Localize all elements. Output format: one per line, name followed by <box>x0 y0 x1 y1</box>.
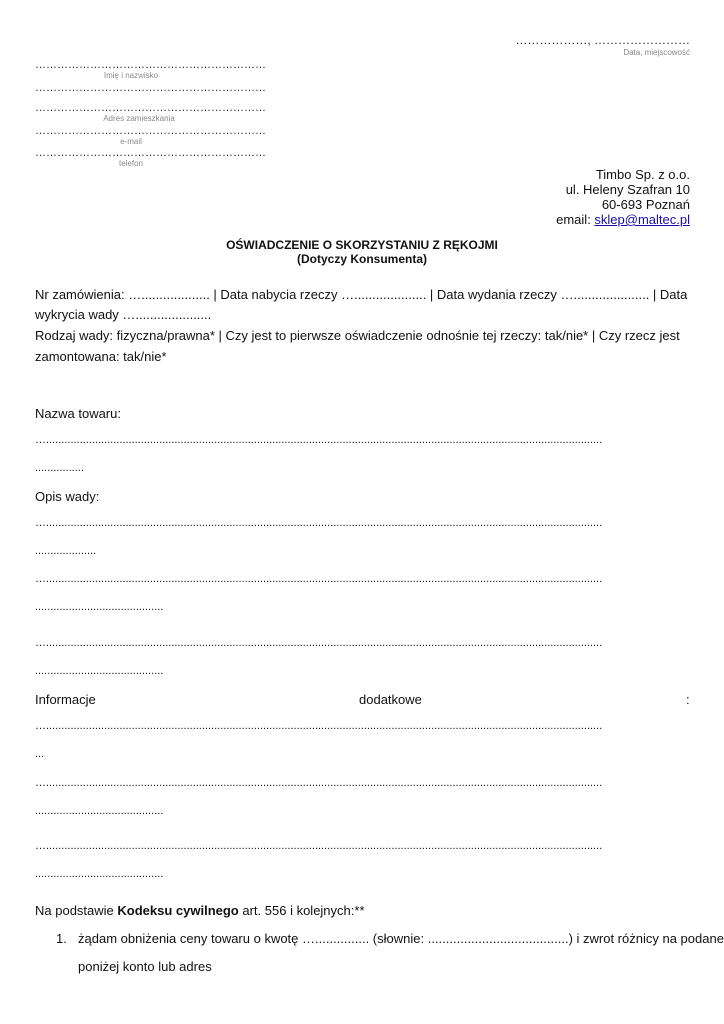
date-place-line: ………………, …………………… <box>515 33 690 47</box>
sender-phone-caption: telefon <box>118 159 144 168</box>
date-place-caption: Data, miejscowość <box>623 48 690 57</box>
sender-email-line: ……………………………………………………… <box>35 125 266 137</box>
company-email-label: email: <box>556 212 595 227</box>
company-email-row <box>556 212 690 227</box>
product-label: Nazwa towaru: <box>35 406 121 421</box>
legal-basis-code: Kodeksu cywilnego <box>117 903 239 918</box>
list-item-1-line-2: poniżej konto lub adres <box>78 959 212 974</box>
order-info-line-4: zamontowana: tak/nie* <box>35 349 167 364</box>
defect-fill-line-3: …...................................................................................................................................................................................... <box>35 573 603 585</box>
additional-fill-line-1: …...................................................................................................................................................................................... <box>35 720 603 732</box>
sender-phone-line: ……………………………………………………… <box>35 147 266 159</box>
legal-basis-suffix: art. 556 i kolejnych:** <box>238 903 365 918</box>
additional-fill-line-5: …...................................................................................................................................................................................... <box>35 840 603 852</box>
defect-fill-line-6: .......................................... <box>35 665 164 677</box>
list-item-number-1: 1. <box>56 931 67 946</box>
additional-label-word-2: dodatkowe <box>359 692 422 707</box>
document-subtitle: (Dotyczy Konsumenta) <box>296 252 427 266</box>
additional-fill-line-4: .......................................... <box>35 805 164 817</box>
product-fill-line-1: …...................................................................................................................................................................................... <box>35 434 603 446</box>
order-info-line-3: Rodzaj wady: fizyczna/prawna* | Czy jest to pierwsze oświadczenie odnośnie tej rzeczy: tak/nie* | Czy rzecz jest <box>35 328 680 343</box>
sender-line-2: ……………………………………………………… <box>35 82 266 94</box>
company-city: 60-693 Poznań <box>601 197 690 212</box>
sender-address-caption: Adres zamieszkania <box>103 114 175 123</box>
company-name: Timbo Sp. z o.o. <box>595 167 690 182</box>
order-info-line-1: Nr zamówienia: …................... | Data nabycia rzeczy ….................... | Data wydania rzeczy …..................... | Data <box>35 287 688 302</box>
additional-fill-line-2: ... <box>35 748 45 760</box>
legal-basis <box>35 903 365 918</box>
sender-name-line: ……………………………………………………… <box>35 59 266 71</box>
product-fill-line-2: ................ <box>35 462 84 474</box>
defect-label: Opis wady: <box>35 489 100 504</box>
defect-fill-line-4: .......................................... <box>35 601 164 613</box>
defect-fill-line-1: …...................................................................................................................................................................................... <box>35 517 603 529</box>
additional-fill-line-6: .......................................... <box>35 868 164 880</box>
sender-email-caption: e-mail <box>120 137 142 146</box>
sender-address-line: ……………………………………………………… <box>35 102 266 114</box>
defect-fill-line-2: .................... <box>35 545 97 557</box>
additional-label-colon: : <box>686 692 690 707</box>
additional-label-word-1: Informacje <box>35 692 96 707</box>
legal-basis-prefix: Na podstawie <box>35 903 118 918</box>
list-item-1-line-1: żądam obniżenia ceny towaru o kwotę …............... (słownie: .......................................) i zwrot różnicy na podane <box>78 931 724 946</box>
defect-fill-line-5: …...................................................................................................................................................................................... <box>35 637 603 649</box>
order-info-line-2: wykrycia wady …..................... <box>35 307 212 322</box>
document-title: OŚWIADCZENIE O SKORZYSTANIU Z RĘKOJMI <box>226 238 498 252</box>
company-email-link[interactable]: sklep@maltec.pl <box>594 212 690 227</box>
company-street: ul. Heleny Szafran 10 <box>565 182 690 197</box>
additional-fill-line-3: …...................................................................................................................................................................................... <box>35 777 603 789</box>
sender-name-caption: Imię i nazwisko <box>103 71 159 80</box>
